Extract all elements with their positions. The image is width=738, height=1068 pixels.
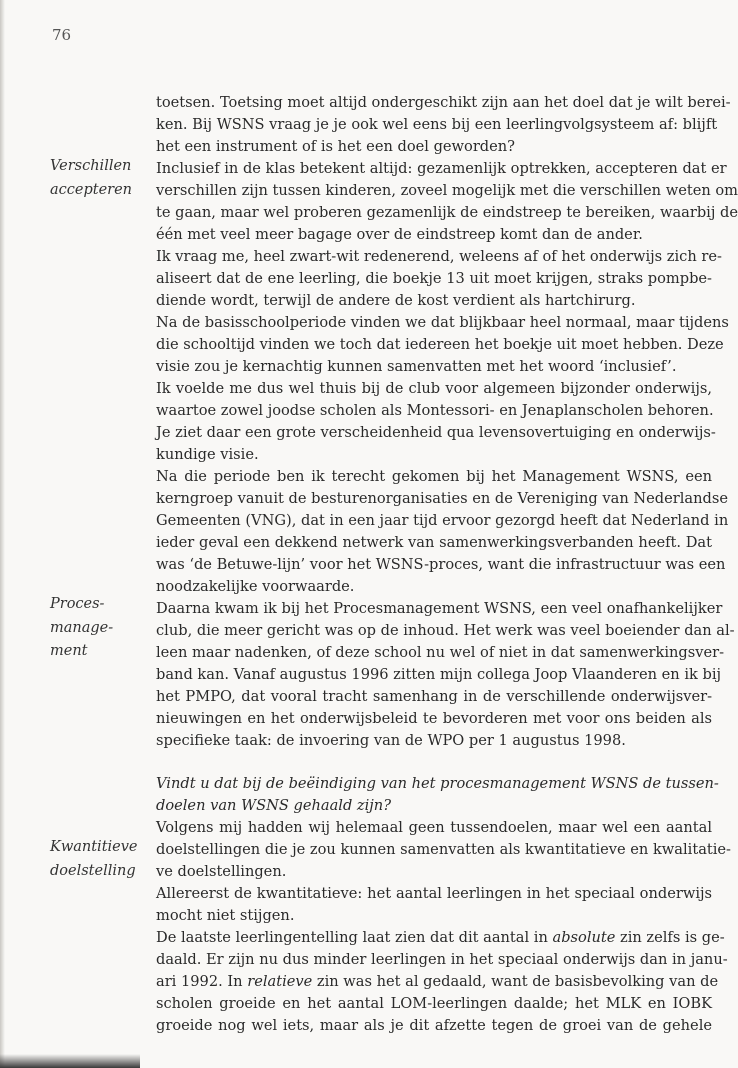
text-line: Vindt u dat bij de beëindiging van het procesmanagement WSNS de tussen- [156,775,719,792]
margin-note-line: Proces- [50,596,105,612]
text-line: groeide nog wel iets, maar als je dit afzette tegen de groei van de gehele [156,1017,712,1034]
text-line: leen maar nadenken, of deze school nu wel of niet in dat samenwerkingsver- [156,644,725,661]
text-line: was ‘de Betuwe-lijn’ voor het WSNS-proces, want die infrastructuur was een [156,556,726,573]
page-number: 76 [52,26,72,44]
emphasis: absolute [552,929,616,946]
text-line: specifieke taak: de invoering van de WPO per 1 augustus 1998. [156,732,626,749]
text-line: mocht niet stijgen. [156,907,295,924]
text-line: Daarna kwam ik bij het Procesmanagement WSNS, een veel onafhankelijker [156,600,723,617]
text-line: Allereerst de kwantitatieve: het aantal leerlingen in het speciaal onderwijs [156,885,712,902]
text-line: doelstellingen die je zou kunnen samenvatten als kwantitatieve en kwalitatie- [156,841,731,858]
text-line: ve doelstellingen. [156,863,287,880]
text-line: club, die meer gericht was op de inhoud. Het werk was veel boeiender dan al- [156,622,735,639]
text-line: het PMPO, dat vooral tracht samenhang in de verschillende onderwijsver- [156,688,712,705]
text-line: Na de basisschoolperiode vinden we dat blijkbaar heel normaal, maar tijdens [156,314,729,331]
text-line: Ik vraag me, heel zwart-wit redenerend, weleens af of het onderwijs zich re- [156,248,722,265]
emphasis: relatieve [247,973,313,990]
text-line: noodzakelijke voorwaarde. [156,578,355,595]
text-line: ieder geval een dekkend netwerk van samenwerkingsverbanden heeft. Dat [156,534,712,551]
margin-note-line: Verschillen [50,158,132,174]
margin-note-line: manage- [50,619,114,636]
margin-note [50,155,132,202]
text-line: toetsen. Toetsing moet altijd ondergeschikt zijn aan het doel dat je wilt berei- [156,94,731,111]
margin-note-line: ment [50,643,88,659]
text-line: nieuwingen en het onderwijsbeleid te bevorderen met voor ons beiden als [156,710,712,727]
margin-note [50,836,138,883]
text-line: band kan. Vanaf augustus 1996 zitten mijn collega Joop Vlaanderen en ik bij [156,666,722,683]
text-line: De laatste leerlingentelling laat zien dat dit aantal in absolute zin zelfs is ge- [156,929,725,946]
text-line: ken. Bij WSNS vraag je je ook wel eens bij een leerlingvolgsysteem af: blijft [156,116,718,133]
page-corner-shadow [0,1054,140,1068]
margin-note-line: Kwantitieve [50,839,138,855]
text-line: doelen van WSNS gehaald zijn? [156,797,392,814]
text-line: scholen groeide en het aantal LOM-leerlingen daalde; het MLK en IOBK [156,995,712,1012]
margin-note [50,593,113,664]
margin-note-line: accepteren [50,181,133,198]
text-line: kerngroep vanuit de besturenorganisaties en de Vereniging van Nederlandse [156,490,728,507]
text-line: Volgens mij hadden wij helemaal geen tussendoelen, maar wel een aantal [156,819,712,836]
text-line: één met veel meer bagage over de eindstreep komt dan de ander. [156,226,643,243]
text-line: Je ziet daar een grote verscheidenheid qua levensovertuiging en onderwijs- [156,424,716,441]
text-line: ari 1992. In relatieve zin was het al gedaald, want de basisbevolking van de [156,973,719,990]
text-line: kundige visie. [156,446,259,463]
text-line: Na die periode ben ik terecht gekomen bij het Management WSNS, een [156,468,712,485]
text-line: daald. Er zijn nu dus minder leerlingen in het speciaal onderwijs dan in janu- [156,951,728,968]
text-line: aliseert dat de ene leerling, die boekje 13 uit moet krijgen, straks pompbe- [156,270,712,287]
text-line: Inclusief in de klas betekent altijd: gezamenlijk optrekken, accepteren dat er [156,160,727,177]
text-line: verschillen zijn tussen kinderen, zoveel mogelijk met die verschillen weten om [156,182,738,199]
text-line: Gemeenten (VNG), dat in een jaar tijd ervoor gezorgd heeft dat Nederland in [156,512,729,529]
text-line: die schooltijd vinden we toch dat iedereen het boekje uit moet hebben. Deze [156,336,724,353]
margin-note-line: doelstelling [50,862,136,879]
text-line: diende wordt, terwijl de andere de kost verdient als hartchirurg. [156,292,636,309]
text-line: visie zou je kernachtig kunnen samenvatten met het woord ‘inclusief’. [156,358,677,375]
text-line: Ik voelde me dus wel thuis bij de club voor algemeen bijzonder onderwijs, [156,380,712,397]
page-edge-shadow [0,0,5,1068]
text-line: het een instrument of is het een doel geworden? [156,138,516,155]
text-line: waartoe zowel joodse scholen als Montessori- en Jenaplanscholen behoren. [156,402,714,419]
text-line: te gaan, maar wel proberen gezamenlijk de eindstreep te bereiken, waarbij de [156,204,738,221]
